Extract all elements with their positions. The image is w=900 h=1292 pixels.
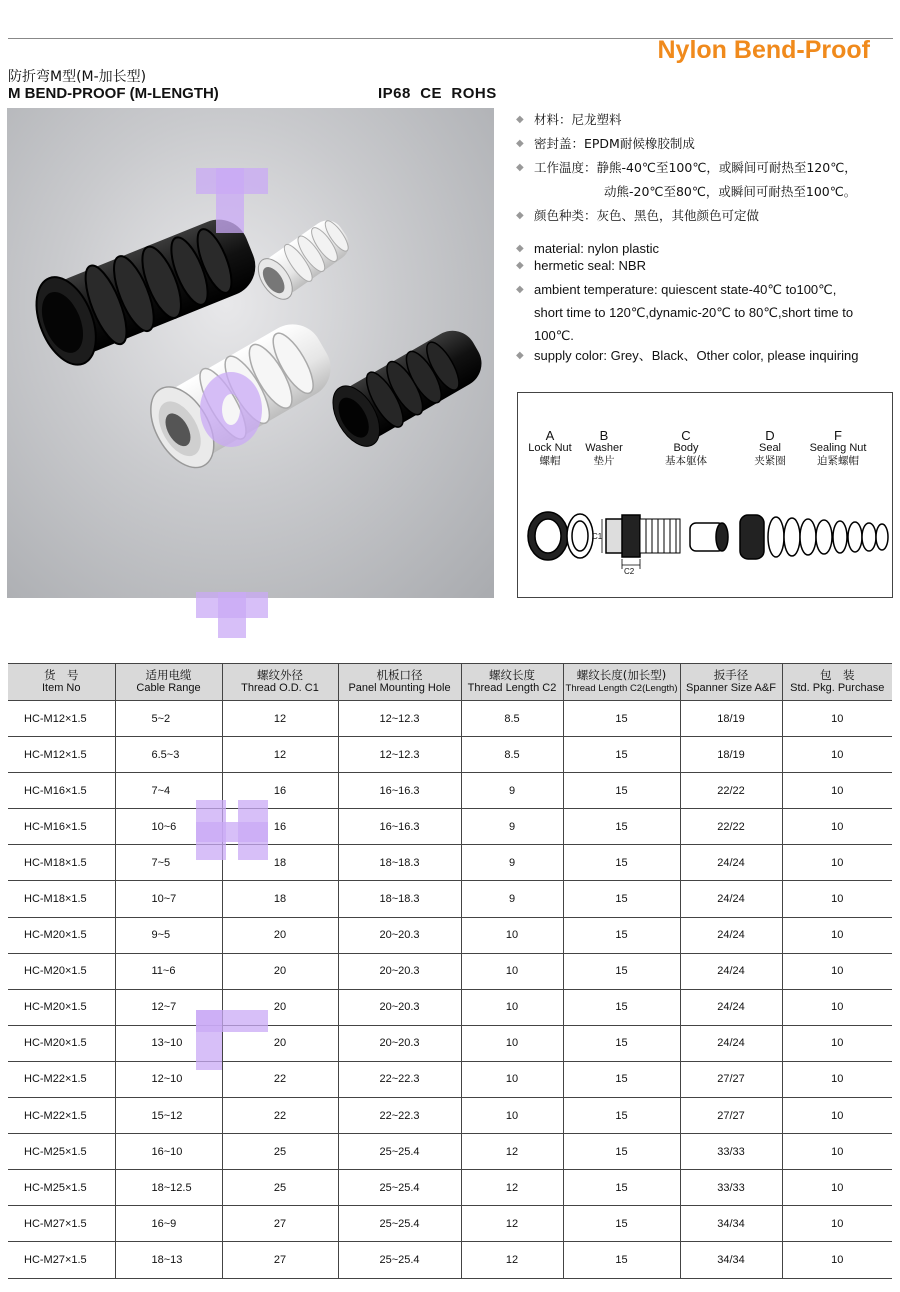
table-cell: 11~6 xyxy=(115,953,222,989)
table-cell: HC-M18×1.5 xyxy=(8,845,115,881)
table-cell: 10 xyxy=(782,737,892,773)
table-cell: 18~12.5 xyxy=(115,1170,222,1206)
spec-temperature-cn: ◆ 工作温度：静熊-40℃至100℃，或瞬间可耐热至120℃， xyxy=(516,156,891,180)
table-cell: 24/24 xyxy=(680,917,782,953)
table-cell: 10 xyxy=(461,1061,563,1097)
table-cell: 12~7 xyxy=(115,989,222,1025)
header-thread-length-long: 螺纹长度(加长型) Thread Length C2(Length) xyxy=(563,664,680,701)
table-cell: 10 xyxy=(782,809,892,845)
table-cell: 20~20.3 xyxy=(338,989,461,1025)
table-row xyxy=(8,1025,892,1061)
table-cell: 15~12 xyxy=(115,1098,222,1134)
table-cell: 10 xyxy=(782,773,892,809)
table-cell: 10 xyxy=(782,989,892,1025)
header-item-no: 货 号 Item No xyxy=(8,664,115,701)
table-cell: 15 xyxy=(563,917,680,953)
table-cell: 10 xyxy=(782,1242,892,1278)
table-cell: 10 xyxy=(782,1170,892,1206)
diamond-bullet-icon: ◆ xyxy=(516,350,524,361)
table-cell: 16~10 xyxy=(115,1134,222,1170)
table-cell: 15 xyxy=(563,809,680,845)
table-cell: 22~22.3 xyxy=(338,1061,461,1097)
table-row xyxy=(8,737,892,773)
table-cell: 24/24 xyxy=(680,989,782,1025)
watermark-letter-o xyxy=(200,372,262,447)
table-cell: 15 xyxy=(563,1134,680,1170)
table-cell: 9 xyxy=(461,845,563,881)
diamond-bullet-icon: ◆ xyxy=(516,243,524,254)
table-row xyxy=(8,1242,892,1278)
table-cell: 16~16.3 xyxy=(338,809,461,845)
table-cell: 22 xyxy=(222,1061,338,1097)
table-cell: 33/33 xyxy=(680,1134,782,1170)
part-label-lock-nut: A Lock Nut 螺帽 xyxy=(528,428,572,467)
part-label-seal: D Seal 夹紧圈 xyxy=(754,428,786,467)
diamond-bullet-icon: ◆ xyxy=(516,284,524,295)
table-cell: 20 xyxy=(222,989,338,1025)
table-cell: HC-M22×1.5 xyxy=(8,1098,115,1134)
table-cell: 12 xyxy=(222,737,338,773)
spec-seal-cn: ◆ 密封盖：EPDM耐候橡胶制成 xyxy=(516,132,891,156)
table-cell: HC-M18×1.5 xyxy=(8,881,115,917)
table-cell: 8.5 xyxy=(461,737,563,773)
table-cell: 24/24 xyxy=(680,953,782,989)
table-cell: 10~6 xyxy=(115,809,222,845)
table-cell: 15 xyxy=(563,1242,680,1278)
table-cell: 27/27 xyxy=(680,1061,782,1097)
table-cell: 10 xyxy=(461,917,563,953)
table-cell: 10 xyxy=(782,1206,892,1242)
table-row xyxy=(8,1061,892,1097)
table-cell: 25 xyxy=(222,1134,338,1170)
table-cell: 33/33 xyxy=(680,1170,782,1206)
spec-color-cn: ◆ 颜色种类：灰色、黑色，其他颜色可定做 xyxy=(516,204,891,228)
table-cell: HC-M22×1.5 xyxy=(8,1061,115,1097)
spec-temperature-cn-cont: 动熊-20℃至80℃，或瞬间可耐热至100℃。 xyxy=(604,184,857,199)
table-cell: 15 xyxy=(563,881,680,917)
table-cell: 22/22 xyxy=(680,773,782,809)
table-cell: 15 xyxy=(563,989,680,1025)
table-cell: 20~20.3 xyxy=(338,1025,461,1061)
table-cell: 15 xyxy=(563,1170,680,1206)
table-row xyxy=(8,881,892,917)
diamond-bullet-icon: ◆ xyxy=(516,210,524,221)
table-cell: 9 xyxy=(461,773,563,809)
table-row xyxy=(8,953,892,989)
table-cell: HC-M25×1.5 xyxy=(8,1170,115,1206)
watermark-letter-l xyxy=(196,1010,268,1032)
table-header-row xyxy=(8,664,892,701)
header-panel-hole: 机板口径 Panel Mounting Hole xyxy=(338,664,461,701)
table-cell: HC-M20×1.5 xyxy=(8,1025,115,1061)
dimension-c2: C2 xyxy=(624,567,635,576)
table-cell: 7~5 xyxy=(115,845,222,881)
table-body xyxy=(8,701,892,1279)
table-cell: HC-M12×1.5 xyxy=(8,737,115,773)
table-cell: 12~12.3 xyxy=(338,701,461,737)
table-cell: 16~9 xyxy=(115,1206,222,1242)
table-cell: 18~18.3 xyxy=(338,881,461,917)
table-cell: 16 xyxy=(222,809,338,845)
table-cell: 10 xyxy=(782,1061,892,1097)
table-cell: 10 xyxy=(782,1134,892,1170)
table-row xyxy=(8,1098,892,1134)
watermark-letter-t xyxy=(216,168,244,233)
table-cell: 10 xyxy=(782,1098,892,1134)
table-cell: 24/24 xyxy=(680,845,782,881)
table-cell: 27 xyxy=(222,1242,338,1278)
table-cell: 15 xyxy=(563,773,680,809)
table-cell: 25~25.4 xyxy=(338,1242,461,1278)
table-cell: 10 xyxy=(782,881,892,917)
table-cell: 22/22 xyxy=(680,809,782,845)
table-cell: 20 xyxy=(222,1025,338,1061)
table-cell: 12 xyxy=(461,1170,563,1206)
table-cell: 12 xyxy=(461,1206,563,1242)
table-cell: HC-M27×1.5 xyxy=(8,1206,115,1242)
table-cell: 10 xyxy=(782,953,892,989)
header-std-pkg: 包 装 Std. Pkg. Purchase xyxy=(782,664,892,701)
table-cell: 18 xyxy=(222,845,338,881)
table-row xyxy=(8,701,892,737)
header-spanner-size: 扳手径 Spanner Size A&F xyxy=(680,664,782,701)
table-cell: 8.5 xyxy=(461,701,563,737)
table-cell: 10 xyxy=(461,989,563,1025)
table-cell: 12 xyxy=(461,1242,563,1278)
table-cell: 10 xyxy=(461,1098,563,1134)
table-cell: 15 xyxy=(563,701,680,737)
table-cell: 9 xyxy=(461,881,563,917)
dimension-c1: C1 xyxy=(592,532,603,541)
table-cell: 34/34 xyxy=(680,1242,782,1278)
table-cell: 25 xyxy=(222,1170,338,1206)
table-cell: 9~5 xyxy=(115,917,222,953)
table-cell: 10 xyxy=(782,1025,892,1061)
table-row xyxy=(8,917,892,953)
table-row xyxy=(8,1170,892,1206)
table-cell: 12 xyxy=(222,701,338,737)
spec-material-en: ◆ material: nylon plastic xyxy=(516,241,659,256)
table-cell: 27/27 xyxy=(680,1098,782,1134)
table-cell: 10 xyxy=(782,701,892,737)
parts-drawing xyxy=(518,393,892,597)
watermark-letter-t xyxy=(218,592,246,638)
table-cell: 10 xyxy=(461,953,563,989)
diamond-bullet-icon: ◆ xyxy=(516,162,524,173)
certifications: IP68 CE ROHS xyxy=(378,85,497,102)
table-cell: 15 xyxy=(563,1206,680,1242)
parts-diagram xyxy=(517,392,893,598)
table-cell: 10 xyxy=(782,917,892,953)
table-cell: 13~10 xyxy=(115,1025,222,1061)
product-title-en: M BEND-PROOF (M-LENGTH) xyxy=(8,85,219,102)
table-cell: 20 xyxy=(222,917,338,953)
table-cell: HC-M20×1.5 xyxy=(8,953,115,989)
table-cell: HC-M25×1.5 xyxy=(8,1134,115,1170)
table-cell: 22~22.3 xyxy=(338,1098,461,1134)
table-cell: 10~7 xyxy=(115,881,222,917)
table-cell: 25~25.4 xyxy=(338,1134,461,1170)
table-cell: 20~20.3 xyxy=(338,953,461,989)
table-cell: 18/19 xyxy=(680,737,782,773)
spec-color-en: ◆ supply color: Grey、Black、Other color, please inquiring xyxy=(516,348,859,363)
table-cell: 22 xyxy=(222,1098,338,1134)
table-cell: 15 xyxy=(563,1098,680,1134)
table-cell: 16~16.3 xyxy=(338,773,461,809)
table-cell: HC-M20×1.5 xyxy=(8,989,115,1025)
diamond-bullet-icon: ◆ xyxy=(516,114,524,125)
table-cell: 15 xyxy=(563,1061,680,1097)
table-cell: 12 xyxy=(461,1134,563,1170)
part-label-washer: B Washer 垫片 xyxy=(585,428,623,467)
table-cell: 25~25.4 xyxy=(338,1170,461,1206)
product-spec-table xyxy=(8,663,892,1279)
table-row xyxy=(8,989,892,1025)
table-cell: 25~25.4 xyxy=(338,1206,461,1242)
table-cell: 15 xyxy=(563,737,680,773)
watermark-letter-a xyxy=(196,822,268,842)
table-cell: 7~4 xyxy=(115,773,222,809)
spec-temperature-en: ◆ ambient temperature: quiescent state-40℃ to100℃, xyxy=(516,278,891,301)
table-cell: 6.5~3 xyxy=(115,737,222,773)
table-row xyxy=(8,809,892,845)
product-title-cn: 防折弯M型(M-加长型) xyxy=(8,69,147,85)
table-cell: 15 xyxy=(563,1025,680,1061)
table-cell: 10 xyxy=(461,1025,563,1061)
table-row xyxy=(8,1206,892,1242)
table-cell: 10 xyxy=(782,845,892,881)
table-cell: 20 xyxy=(222,953,338,989)
table-cell: 12~10 xyxy=(115,1061,222,1097)
table-cell: 12~12.3 xyxy=(338,737,461,773)
table-cell: HC-M16×1.5 xyxy=(8,809,115,845)
table-cell: HC-M16×1.5 xyxy=(8,773,115,809)
part-label-sealing-nut: F Sealing Nut 迫紧螺帽 xyxy=(809,428,867,467)
table-cell: HC-M27×1.5 xyxy=(8,1242,115,1278)
specifications xyxy=(516,108,891,364)
brand-title: Nylon Bend-Proof xyxy=(657,36,870,64)
spec-temperature-en-cont2: 100℃. xyxy=(534,328,574,343)
diamond-bullet-icon: ◆ xyxy=(516,260,524,271)
table-cell: 18/19 xyxy=(680,701,782,737)
table-cell: 15 xyxy=(563,845,680,881)
table-cell: 24/24 xyxy=(680,881,782,917)
header-thread-od: 螺纹外径 Thread O.D. C1 xyxy=(222,664,338,701)
table-cell: 9 xyxy=(461,809,563,845)
spec-material-cn: ◆ 材料：尼龙塑料 xyxy=(516,108,891,132)
table-cell: 18 xyxy=(222,881,338,917)
table-cell: 24/24 xyxy=(680,1025,782,1061)
table-cell: 34/34 xyxy=(680,1206,782,1242)
table-cell: 18~18.3 xyxy=(338,845,461,881)
table-cell: 15 xyxy=(563,953,680,989)
diamond-bullet-icon: ◆ xyxy=(516,138,524,149)
table-row xyxy=(8,773,892,809)
header-thread-length: 螺纹长度 Thread Length C2 xyxy=(461,664,563,701)
table-cell: 5~2 xyxy=(115,701,222,737)
part-label-body: C Body 基本躯体 xyxy=(665,428,707,467)
table-row xyxy=(8,1134,892,1170)
table-cell: HC-M20×1.5 xyxy=(8,917,115,953)
table-cell: 18~13 xyxy=(115,1242,222,1278)
table-cell: 20~20.3 xyxy=(338,917,461,953)
spec-temperature-en-cont1: short time to 120℃,dynamic-20℃ to 80℃,short time to xyxy=(534,305,854,320)
table-cell: HC-M12×1.5 xyxy=(8,701,115,737)
table-cell: 16 xyxy=(222,773,338,809)
table-row xyxy=(8,845,892,881)
spec-seal-en: ◆ hermetic seal: NBR xyxy=(516,258,646,273)
table-cell: 27 xyxy=(222,1206,338,1242)
header-cable-range: 适用电缆 Cable Range xyxy=(115,664,222,701)
